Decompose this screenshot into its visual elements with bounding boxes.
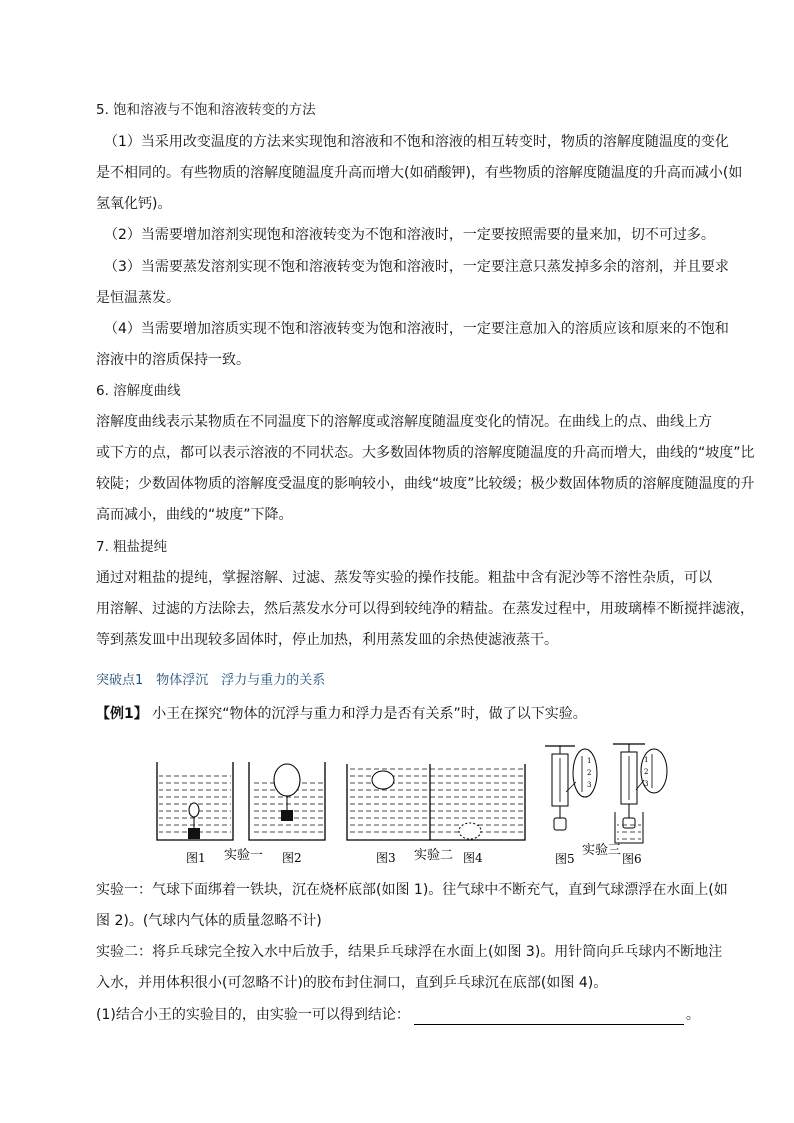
scale-mark-1a: 1 xyxy=(587,757,592,765)
caption-fig1: 图1 xyxy=(186,851,206,865)
section-7-title: 7. 粗盐提纯 xyxy=(96,539,168,555)
sec5-para1-line1: （1）当采用改变温度的方法来实现饱和溶液和不饱和溶液的相互转变时，物质的溶解度随温度的变化 xyxy=(104,134,729,150)
question-1-suffix: 。 xyxy=(685,1007,700,1023)
scale-mark-1b: 1 xyxy=(644,756,649,764)
scale-mark-3b: 3 xyxy=(644,780,649,788)
exp2-line2: 入水，并用体积很小(可忽略不计)的胶布封住洞口，直到乒乓球沉在底部(如图 4)。 xyxy=(96,975,608,991)
caption-exp3: 实验三 xyxy=(582,843,622,858)
sec6-line1: 溶解度曲线表示某物质在不同温度下的溶解度或溶解度随温度变化的情况。在曲线上的点、曲线上方 xyxy=(96,414,712,430)
sec5-para4-line2: 溶液中的溶质保持一致。 xyxy=(96,352,250,368)
sec5-para4-line1: （4）当需要增加溶质实现不饱和溶液转变为饱和溶液时，一定要注意加入的溶质应该和原来的不饱和 xyxy=(104,321,729,337)
sec5-para3-line2: 是恒温蒸发。 xyxy=(96,290,180,306)
beaker-fig2 xyxy=(249,762,325,840)
sec5-para3-line1: （3）当需要蒸发溶剂实现不饱和溶液转变为饱和溶液时，一定要注意只蒸发掉多余的溶剂，并且要求 xyxy=(104,259,729,275)
scale-mark-2a: 2 xyxy=(587,769,592,777)
caption-fig4: 图4 xyxy=(463,851,483,865)
section-6-title: 6. 溶解度曲线 xyxy=(96,383,181,399)
sec7-line2: 用溶解、过滤的方法除去，然后蒸发水分可以得到较纯净的精盐。在蒸发过程中，用玻璃棒不断搅拌滤液， xyxy=(96,601,754,617)
sec5-para2-line1: （2）当需要增加溶剂实现饱和溶液转变为不饱和溶液时，一定要按照需要的量来加，切不可过多。 xyxy=(104,227,715,243)
sec5-para1-line2: 是不相同的。有些物质的溶解度随温度升高而增大(如硝酸钾)，有些物质的溶解度随温度的升高而减小(如 xyxy=(96,165,743,181)
question-1-prefix: (1)结合小王的实验目的，由实验一可以得到结论： xyxy=(96,1007,410,1023)
sec6-line2: 或下方的点，都可以表示溶液的不同状态。大多数固体物质的溶解度随温度的升高而增大，曲线的“坡度”比 xyxy=(96,445,755,461)
caption-fig3: 图3 xyxy=(376,851,396,865)
exp1-line2: 图 2)。(气球内气体的质量忽略不计) xyxy=(96,913,322,929)
sec7-line3: 等到蒸发皿中出现较多固体时，停止加热，利用蒸发皿的余热使滤液蒸干。 xyxy=(96,632,558,648)
scale-mark-2b: 2 xyxy=(644,768,649,776)
sec6-line3: 较陡；少数固体物质的溶解度受温度的影响较小，曲线“坡度”比较缓；极少数固体物质的溶解度随温度的升 xyxy=(96,476,755,492)
exp2-line1: 实验二：将乒乓球完全按入水中后放手，结果乒乓球浮在水面上(如图 3)。用针筒向乒乓球内不断地注 xyxy=(96,944,723,960)
caption-fig2: 图2 xyxy=(282,851,302,865)
example-text: 小王在探究“物体的沉浮与重力和浮力是否有关系”时，做了以下实验。 xyxy=(152,706,587,722)
scale-mark-3a: 3 xyxy=(587,781,592,789)
sec6-line4: 高而减小，曲线的“坡度”下降。 xyxy=(96,507,293,523)
exp1-line1: 实验一：气球下面绑着一铁块，沉在烧杯底部(如图 1)。往气球中不断充气，直到气球漂浮在水面上(如 xyxy=(96,882,728,898)
spring-scale-fig5 xyxy=(545,746,597,830)
question-1 xyxy=(96,1005,700,1025)
tank-fig3-fig4 xyxy=(347,764,525,840)
caption-fig5: 图5 xyxy=(555,852,575,866)
example-line xyxy=(96,704,587,724)
beaker-fig1 xyxy=(157,762,233,840)
sec5-para1-line3: 氢氧化钙)。 xyxy=(96,196,172,212)
caption-exp1: 实验一 xyxy=(224,848,264,863)
experiment-figure xyxy=(150,738,680,868)
spring-scale-fig6 xyxy=(613,744,667,843)
caption-exp2: 实验二 xyxy=(414,848,454,863)
example-tag: 【例1】 xyxy=(96,706,148,722)
section-5-title: 5. 饱和溶液与不饱和溶液转变的方法 xyxy=(96,102,316,118)
sec7-line1: 通过对粗盐的提纯，掌握溶解、过滤、蒸发等实验的操作技能。粗盐中含有泥沙等不溶性杂质，可以 xyxy=(96,570,712,586)
answer-blank-1[interactable] xyxy=(414,1010,684,1025)
caption-fig6: 图6 xyxy=(622,852,642,866)
breakthrough-heading: 突破点1 物体浮沉 浮力与重力的关系 xyxy=(96,673,326,688)
